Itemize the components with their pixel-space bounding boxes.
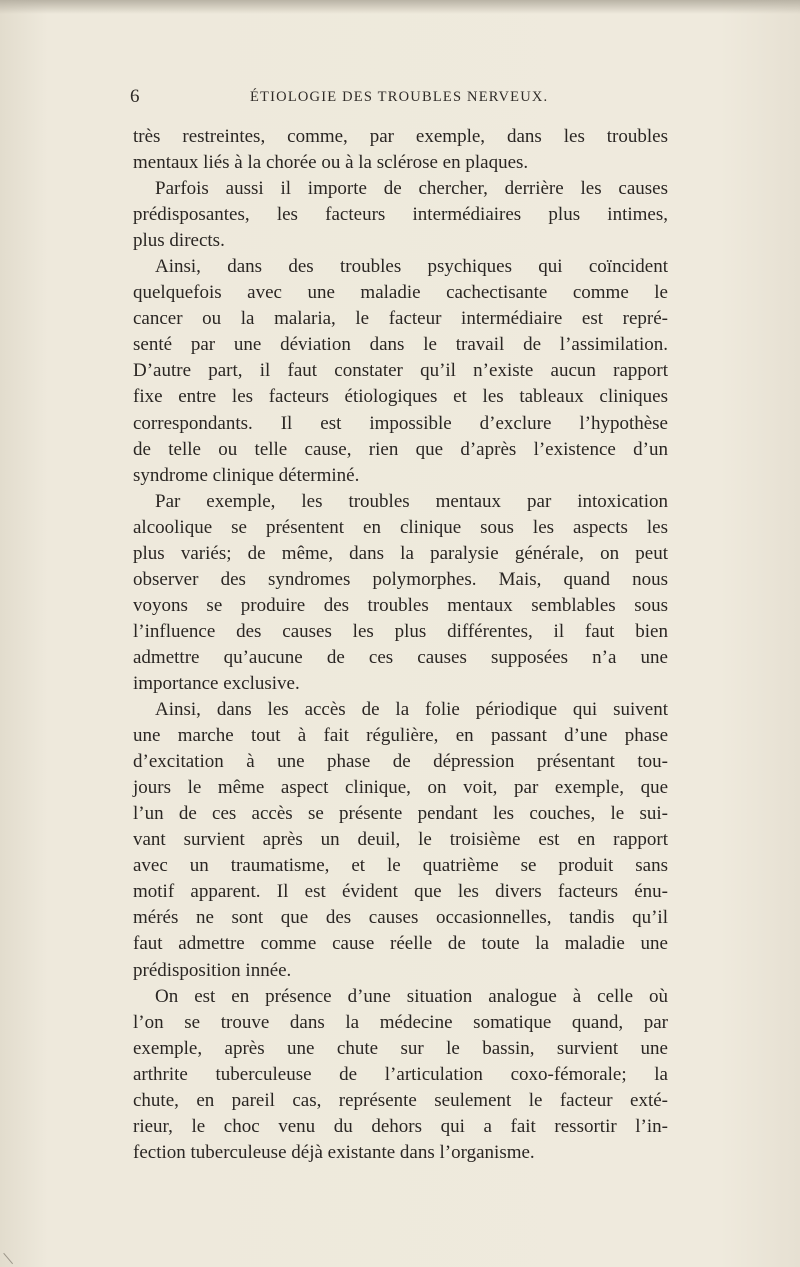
text-line: avec un traumatisme, et le quatrième se produit sans bbox=[133, 855, 668, 877]
text-line: quelquefois avec une maladie cachectisante comme le bbox=[133, 282, 668, 304]
text-line: alcoolique se présentent en clinique sous les aspects les bbox=[133, 516, 668, 538]
text-line: observer des syndromes polymorphes. Mais, quand nous bbox=[133, 568, 668, 590]
text-line: mérés ne sont que des causes occasionnelles, tandis qu’il bbox=[133, 907, 668, 929]
text-line: Parfois aussi il importe de chercher, derrière les causes bbox=[155, 178, 668, 200]
page-header bbox=[130, 86, 670, 114]
text-line: voyons se produire des troubles mentaux semblables sous bbox=[133, 594, 668, 616]
text-line: Ainsi, dans les accès de la folie périodique qui suivent bbox=[155, 699, 668, 721]
text-line: vant survient après un deuil, le troisième est en rapport bbox=[133, 829, 668, 851]
running-title: ÉTIOLOGIE DES TROUBLES NERVEUX. bbox=[250, 89, 549, 105]
text-line: mentaux liés à la chorée ou à la sclérose en plaques. bbox=[133, 152, 529, 174]
text-line: jours le même aspect clinique, on voit, par exemple, que bbox=[133, 777, 668, 799]
text-line: l’un de ces accès se présente pendant les couches, le sui- bbox=[133, 803, 668, 825]
text-line: prédisposition innée. bbox=[133, 959, 292, 981]
text-line: syndrome clinique déterminé. bbox=[133, 464, 360, 486]
text-line: admettre qu’aucune de ces causes supposées n’a une bbox=[133, 646, 668, 668]
page-number: 6 bbox=[130, 86, 140, 107]
text-line: motif apparent. Il est évident que les divers facteurs énu- bbox=[133, 881, 668, 903]
text-line: Ainsi, dans des troubles psychiques qui coïncident bbox=[155, 256, 668, 278]
page-top-shadow bbox=[0, 0, 800, 14]
text-line: cancer ou la malaria, le facteur intermédiaire est repré- bbox=[133, 308, 668, 330]
text-line: On est en présence d’une situation analogue à celle où bbox=[155, 985, 668, 1007]
text-line: Par exemple, les troubles mentaux par intoxication bbox=[155, 490, 668, 512]
text-line: correspondants. Il est impossible d’exclure l’hypothèse bbox=[133, 412, 668, 434]
text-line: de telle ou telle cause, rien que d’après l’existence d’un bbox=[133, 438, 668, 460]
text-line: une marche tout à fait régulière, en passant d’une phase bbox=[133, 725, 668, 747]
corner-mark bbox=[3, 1244, 23, 1264]
text-line: fection tuberculeuse déjà existante dans l’organisme. bbox=[133, 1141, 535, 1163]
text-line: arthrite tuberculeuse de l’articulation coxo-fémorale; la bbox=[133, 1063, 668, 1085]
text-line: prédisposantes, les facteurs intermédiaires plus intimes, bbox=[133, 204, 668, 226]
text-line: importance exclusive. bbox=[133, 672, 300, 694]
body-text bbox=[133, 124, 668, 1166]
text-line: exemple, après une chute sur le bassin, survient une bbox=[133, 1037, 668, 1059]
text-line: chute, en pareil cas, représente seulement le facteur exté- bbox=[133, 1089, 668, 1111]
text-line: d’excitation à une phase de dépression présentant tou- bbox=[133, 751, 668, 773]
text-line: très restreintes, comme, par exemple, dans les troubles bbox=[133, 126, 668, 147]
text-line: rieur, le choc venu du dehors qui a fait ressortir l’in- bbox=[133, 1115, 668, 1137]
text-line: faut admettre comme cause réelle de toute la maladie une bbox=[133, 933, 668, 955]
text-line: fixe entre les facteurs étiologiques et les tableaux cliniques bbox=[133, 386, 668, 408]
text-line: plus directs. bbox=[133, 230, 225, 252]
text-line: D’autre part, il faut constater qu’il n’existe aucun rapport bbox=[133, 360, 668, 382]
text-line: l’influence des causes les plus différentes, il faut bien bbox=[133, 620, 668, 642]
text-line: plus variés; de même, dans la paralysie générale, on peut bbox=[133, 542, 668, 564]
text-line: l’on se trouve dans la médecine somatique quand, par bbox=[133, 1011, 668, 1033]
text-line: senté par une déviation dans le travail de l’assimilation. bbox=[133, 334, 668, 356]
